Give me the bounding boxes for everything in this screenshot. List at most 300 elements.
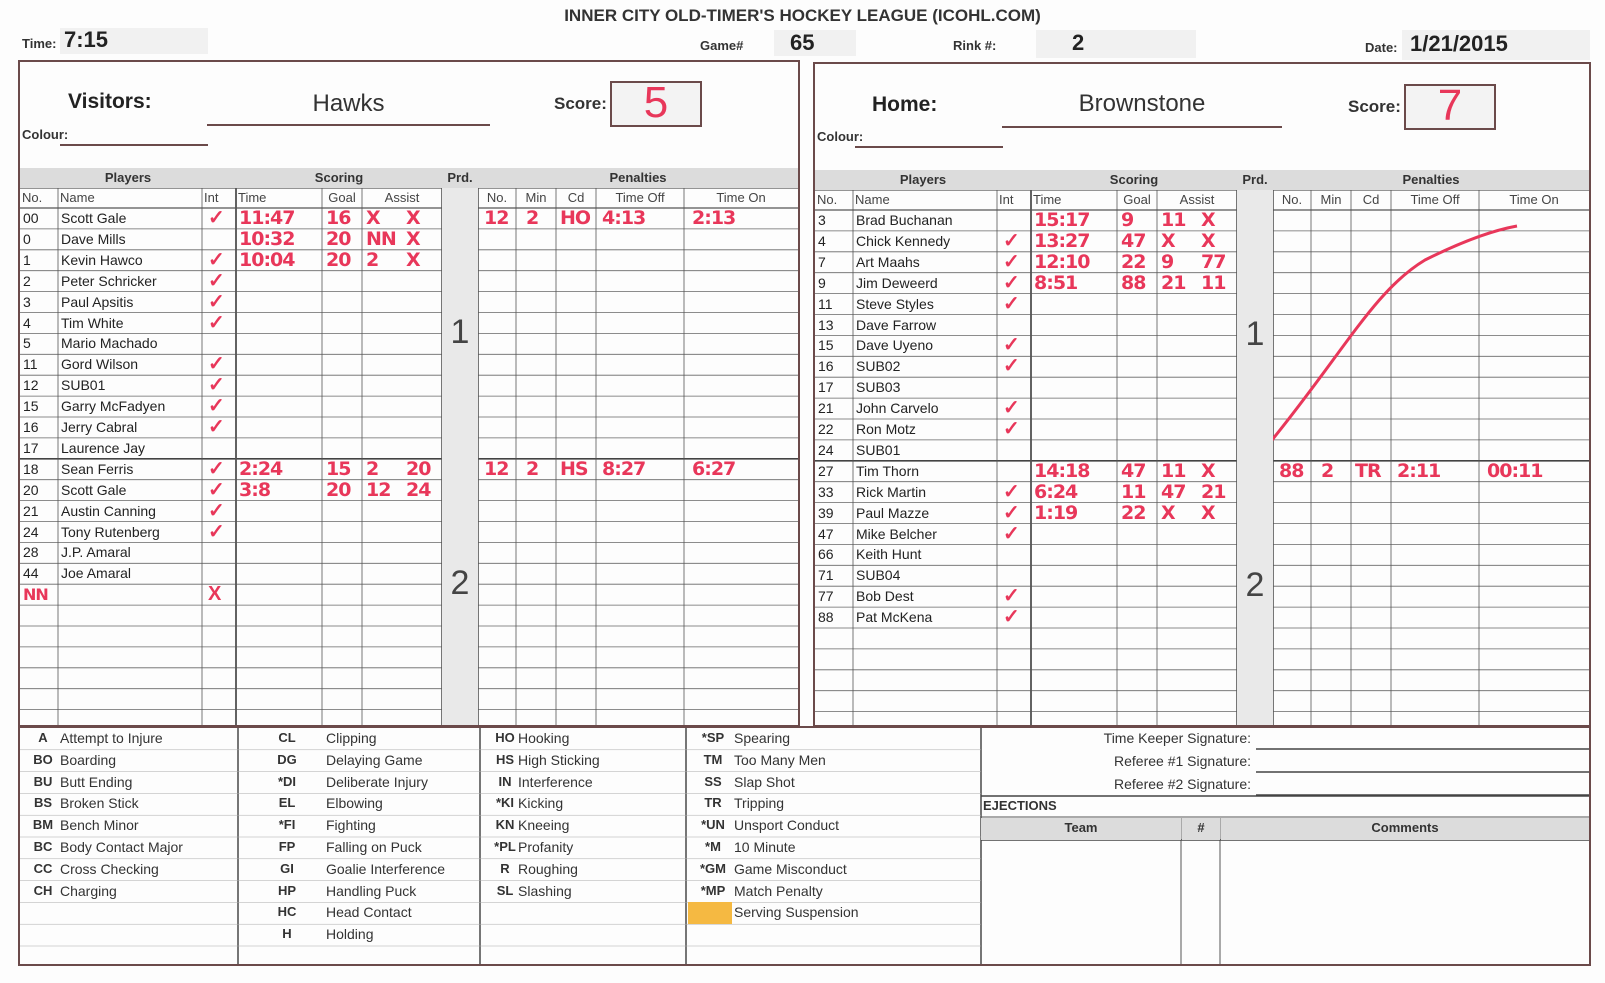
visitors-player-name: Kevin Hawco xyxy=(61,251,143,268)
home-player-name: Jim Deweerd xyxy=(856,274,938,291)
home-player-int-mark: ✓ xyxy=(1003,418,1020,440)
home-goal-scorer: 47 xyxy=(1121,459,1146,482)
visitors-goal-scorer: 20 xyxy=(326,248,351,271)
legend-code: *MP xyxy=(700,882,726,898)
home-player-no: 71 xyxy=(818,567,834,584)
visitors-score-label: Score: xyxy=(554,94,607,113)
home-player-no: 66 xyxy=(818,546,834,563)
visitors-colour-label: Colour: xyxy=(22,127,69,142)
visitors-goal-time: 10:04 xyxy=(239,248,295,271)
legend-code: EL xyxy=(278,795,296,811)
home-player-int-mark: ✓ xyxy=(1003,585,1020,608)
legend-desc: Too Many Men xyxy=(734,751,826,768)
visitors-goal-scorer: 15 xyxy=(326,457,351,480)
home-goal-time: 8:51 xyxy=(1034,271,1078,294)
visitors-penalty-off: 4:13 xyxy=(602,207,646,229)
legend-code: A xyxy=(38,730,48,745)
legend-code: HO xyxy=(495,730,515,745)
home-subhdr-assist: Assist xyxy=(1179,192,1215,207)
home-player-no: 21 xyxy=(818,400,834,417)
home-hdr-penalties: Penalties xyxy=(1273,170,1589,190)
visitors-penalty-min: 2 xyxy=(526,457,539,480)
home-period-2: 2 xyxy=(1245,566,1265,605)
visitors-player-no: 3 xyxy=(23,293,31,310)
home-goal-time: 1:19 xyxy=(1034,501,1078,524)
visitors-assist-1: 2 xyxy=(366,457,379,480)
legend-desc: Body Contact Major xyxy=(60,839,183,855)
legend-desc: Elbowing xyxy=(326,795,383,812)
home-goal-scorer: 22 xyxy=(1121,250,1146,273)
home-player-name: John Carvelo xyxy=(856,400,939,417)
legend-desc: Match Penalty xyxy=(734,882,823,899)
visitors-hdr-penalties: Penalties xyxy=(478,168,798,188)
visitors-player-int-mark: ✓ xyxy=(208,353,225,376)
visitors-player-int-mark: X xyxy=(208,583,222,606)
visitors-player-int-mark: ✓ xyxy=(208,499,225,522)
legend-code: TR xyxy=(704,795,722,811)
visitors-player-int-mark: ✓ xyxy=(208,311,225,334)
home-penalty-cd: TR xyxy=(1355,459,1381,482)
home-player-name: SUB04 xyxy=(856,567,901,584)
visitors-goal-scorer: 20 xyxy=(326,478,351,501)
visitors-player-no: 44 xyxy=(23,565,39,582)
visitors-label: Visitors: xyxy=(68,90,152,113)
home-sheet xyxy=(815,170,1589,725)
visitors-player-int-mark: ✓ xyxy=(208,374,225,397)
visitors-subhdr-pno: No. xyxy=(486,190,508,205)
home-subhdr-int: Int xyxy=(999,192,1014,207)
legend-desc: Holding xyxy=(326,926,374,943)
home-player-int-mark: ✓ xyxy=(1003,250,1020,273)
visitors-player-name: Jerry Cabral xyxy=(61,419,138,435)
time-value: 7:15 xyxy=(64,27,109,52)
legend-code: *FI xyxy=(278,817,296,833)
home-subhdr-pno: No. xyxy=(1281,192,1303,207)
visitors-player-name: Scott Gale xyxy=(61,210,127,226)
home-subhdr-time: Time xyxy=(1033,192,1062,207)
legend-desc: Broken Stick xyxy=(60,795,139,812)
legend-code: H xyxy=(282,926,292,942)
legend-code: FP xyxy=(278,839,296,854)
legend-desc: Profanity xyxy=(518,839,574,855)
home-goal-scorer: 9 xyxy=(1121,209,1134,231)
home-score-label: Score: xyxy=(1348,97,1401,116)
visitors-player-no: 5 xyxy=(23,335,31,352)
home-player-no: 15 xyxy=(818,337,834,354)
legend-code: TM xyxy=(703,751,723,767)
rink-box xyxy=(1036,30,1196,58)
penalty-legend xyxy=(20,728,1589,964)
visitors-subhdr-time: Time xyxy=(238,190,267,205)
visitors-player-int-mark: ✓ xyxy=(208,520,225,543)
legend-code: DG xyxy=(277,751,297,767)
ejections-comments-header: Comments xyxy=(1221,818,1589,840)
ejections-number-header: # xyxy=(1182,818,1220,840)
home-assist-1: 21 xyxy=(1161,271,1186,294)
legend-desc: Fighting xyxy=(326,817,376,834)
visitors-player-name: Garry McFadyen xyxy=(61,398,166,415)
visitors-player-no: 12 xyxy=(23,377,39,394)
home-penalty-strike-line xyxy=(1272,226,1517,440)
visitors-hdr-scoring: Scoring xyxy=(236,168,442,188)
legend-code: CC xyxy=(33,860,53,876)
legend-code: CL xyxy=(278,730,296,745)
legend-desc: Tripping xyxy=(734,795,785,812)
legend-desc: Bench Minor xyxy=(60,817,139,834)
time-label: Time: xyxy=(22,36,57,51)
visitors-subhdr-assist: Assist xyxy=(384,190,420,205)
home-subhdr-cd: Cd xyxy=(1362,192,1380,207)
home-goal-scorer: 47 xyxy=(1121,229,1146,252)
home-assist-2: X xyxy=(1201,209,1215,231)
home-player-int-mark: ✓ xyxy=(1003,501,1020,524)
visitors-penalty-on: 6:27 xyxy=(692,457,736,480)
visitors-player-name: Mario Machado xyxy=(61,335,158,352)
legend-code: KN xyxy=(495,817,515,833)
visitors-player-name: J.P. Amaral xyxy=(61,544,131,561)
home-hdr-scoring: Scoring xyxy=(1031,170,1237,190)
visitors-assist-1: 2 xyxy=(366,248,379,271)
visitors-subhdr-min: Min xyxy=(525,190,547,205)
rink-value: 2 xyxy=(1072,30,1085,55)
visitors-subhdr-goal: Goal xyxy=(328,190,356,205)
visitors-player-name: Joe Amaral xyxy=(61,565,132,582)
legend-desc: Game Misconduct xyxy=(734,860,847,877)
home-subhdr-no: No. xyxy=(817,192,838,207)
home-period-1: 1 xyxy=(1245,315,1265,354)
legend-code: *GM xyxy=(700,860,726,876)
legend-code: *UN xyxy=(701,817,725,833)
visitors-player-no: 2 xyxy=(23,272,31,289)
home-player-int-mark: ✓ xyxy=(1003,271,1020,294)
legend-code: R xyxy=(500,860,510,876)
home-player-no: 13 xyxy=(818,316,834,333)
visitors-subhdr-time_off: Time Off xyxy=(615,190,665,205)
visitors-player-name: Scott Gale xyxy=(61,481,127,498)
legend-code: *PL xyxy=(494,839,516,854)
legend-code: CH xyxy=(33,882,53,898)
home-player-int-mark: ✓ xyxy=(1003,229,1020,252)
home-hdr-prd: Prd. xyxy=(1237,170,1273,190)
visitors-player-name: Tim White xyxy=(61,314,124,331)
legend-desc: Serving Suspension xyxy=(734,904,859,921)
home-player-name: Steve Styles xyxy=(856,295,934,312)
legend-desc: Hooking xyxy=(518,730,570,746)
visitors-penalty-off: 8:27 xyxy=(602,457,646,480)
legend-code: *KI xyxy=(495,795,515,811)
legend-code: *DI xyxy=(277,773,297,789)
home-player-no: 77 xyxy=(818,588,834,605)
home-player-no: 4 xyxy=(818,232,826,249)
home-assist-2: X xyxy=(1201,501,1215,524)
visitors-player-name: Sean Ferris xyxy=(61,460,134,477)
visitors-player-int-mark: ✓ xyxy=(208,457,225,480)
visitors-score: 5 xyxy=(643,78,669,127)
visitors-assist-2: X xyxy=(406,207,420,229)
legend-desc: Attempt to Injure xyxy=(60,730,163,746)
home-player-name: Paul Mazze xyxy=(856,504,930,521)
home-player-no: 11 xyxy=(818,295,833,312)
home-assist-1: X xyxy=(1161,501,1175,524)
home-player-name: SUB01 xyxy=(856,441,901,458)
home-player-name: Ron Motz xyxy=(856,421,916,437)
legend-desc: Spearing xyxy=(734,730,791,746)
visitors-assist-2: X xyxy=(406,227,420,250)
home-goal-time: 6:24 xyxy=(1034,480,1078,503)
visitors-penalty-on: 2:13 xyxy=(692,207,736,229)
visitors-assist-1: 12 xyxy=(366,478,391,501)
visitors-player-int-mark: ✓ xyxy=(208,290,225,313)
visitors-player-name: Laurence Jay xyxy=(61,439,146,456)
home-player-no: 24 xyxy=(818,441,834,458)
visitors-player-no: 00 xyxy=(23,210,39,226)
legend-desc: Delaying Game xyxy=(326,751,423,768)
visitors-player-no: 4 xyxy=(23,314,31,331)
legend-code: *M xyxy=(705,839,721,854)
visitors-player-int-mark: ✓ xyxy=(208,207,225,229)
visitors-player-no: 20 xyxy=(23,481,39,498)
visitors-player-name: SUB01 xyxy=(61,377,106,394)
home-assist-1: 11 xyxy=(1161,459,1186,482)
visitors-goal-time: 11:47 xyxy=(239,207,295,229)
visitors-player-int-mark: ✓ xyxy=(208,395,225,418)
legend-desc: 10 Minute xyxy=(734,839,796,855)
legend-desc: Falling on Puck xyxy=(326,839,422,855)
home-player-int-mark: ✓ xyxy=(1003,334,1020,357)
legend-desc: Clipping xyxy=(326,730,377,746)
visitors-player-no: NN xyxy=(23,585,48,605)
home-assist-2: 77 xyxy=(1201,250,1226,273)
legend-code: HC xyxy=(277,904,297,920)
legend-code: *SP xyxy=(701,730,725,745)
game-label: Game# xyxy=(700,38,744,53)
visitors-penalty-no: 12 xyxy=(484,457,509,480)
legend-desc: Slap Shot xyxy=(734,773,795,790)
visitors-player-int-mark: ✓ xyxy=(208,478,225,501)
visitors-player-name: Tony Rutenberg xyxy=(61,523,160,540)
home-player-int-mark: ✓ xyxy=(1003,397,1020,420)
home-player-int-mark: ✓ xyxy=(1003,522,1020,545)
legend-code: BC xyxy=(33,839,53,854)
home-goal-time: 15:17 xyxy=(1034,209,1090,231)
home-player-no: 47 xyxy=(818,525,834,542)
visitors-period-1: 1 xyxy=(450,313,470,352)
visitors-subhdr-no: No. xyxy=(22,190,43,205)
home-assist-1: 11 xyxy=(1161,209,1186,231)
home-player-name: SUB02 xyxy=(856,358,901,375)
visitors-player-no: 24 xyxy=(23,523,39,540)
home-player-name: SUB03 xyxy=(856,379,901,396)
home-player-name: Dave Uyeno xyxy=(856,337,934,354)
signature-label-ref1: Referee #1 Signature: xyxy=(1114,753,1251,769)
home-subhdr-time_off: Time Off xyxy=(1410,192,1460,207)
home-label: Home: xyxy=(872,93,938,116)
legend-code: GI xyxy=(280,860,294,876)
signature-label-timekeeper: Time Keeper Signature: xyxy=(1103,730,1251,746)
visitors-subhdr-name: Name xyxy=(60,190,95,205)
game-value: 65 xyxy=(790,30,815,55)
home-player-no: 88 xyxy=(818,609,834,626)
home-assist-2: 21 xyxy=(1201,480,1226,503)
legend-desc: Roughing xyxy=(518,860,578,877)
visitors-player-no: 0 xyxy=(23,230,31,247)
visitors-assist-1: X xyxy=(366,207,380,229)
home-player-int-mark: ✓ xyxy=(1003,480,1020,503)
visitors-player-no: 15 xyxy=(23,398,39,415)
legend-code: BS xyxy=(33,795,53,811)
ejections-team-header: Team xyxy=(981,818,1181,840)
legend-desc: Kneeing xyxy=(518,817,570,834)
home-prd-column xyxy=(1237,190,1273,725)
legend-desc: Cross Checking xyxy=(60,860,159,877)
legend-code: BU xyxy=(33,773,53,789)
legend-code: HP xyxy=(277,882,297,898)
home-score-box xyxy=(1404,81,1496,130)
home-hdr-players: Players xyxy=(815,170,1031,190)
legend-code: SL xyxy=(496,882,514,898)
legend-desc: Boarding xyxy=(60,751,117,768)
visitors-penalty-min: 2 xyxy=(526,207,539,229)
home-player-no: 39 xyxy=(818,504,834,521)
visitors-assist-2: 24 xyxy=(406,478,431,501)
visitors-subhdr-int: Int xyxy=(204,190,219,205)
visitors-prd-column xyxy=(442,188,478,725)
visitors-penalty-no: 12 xyxy=(484,207,509,229)
home-player-name: Rick Martin xyxy=(856,483,927,500)
visitors-player-int-mark: ✓ xyxy=(208,269,225,292)
home-player-int-mark: ✓ xyxy=(1003,292,1020,315)
home-assist-2: 11 xyxy=(1201,271,1226,294)
league-title: INNER CITY OLD-TIMER'S HOCKEY LEAGUE (ICOHL.COM) xyxy=(564,6,1041,25)
visitors-player-no: 18 xyxy=(23,460,39,477)
visitors-assist-1: NN xyxy=(366,227,396,250)
legend-code: BO xyxy=(33,751,53,767)
visitors-goal-time: 3:8 xyxy=(239,478,271,501)
legend-desc: Handling Puck xyxy=(326,882,417,899)
ejections-title: EJECTIONS xyxy=(983,798,1057,813)
home-player-int-mark: ✓ xyxy=(1003,355,1020,378)
legend-desc: Interference xyxy=(518,773,593,790)
visitors-player-no: 28 xyxy=(23,544,39,561)
visitors-player-no: 1 xyxy=(23,251,31,268)
visitors-team-name: Hawks xyxy=(207,90,490,126)
visitors-player-no: 17 xyxy=(23,439,39,456)
date-label: Date: xyxy=(1365,40,1398,55)
legend-desc: Deliberate Injury xyxy=(326,773,428,790)
visitors-subhdr-time_on: Time On xyxy=(716,190,766,205)
home-player-no: 17 xyxy=(818,379,834,396)
home-penalty-no: 88 xyxy=(1279,459,1304,482)
legend-code: BM xyxy=(32,817,54,833)
home-player-name: Pat McKena xyxy=(856,609,933,626)
legend-desc: Slashing xyxy=(518,882,572,899)
visitors-player-name: Gord Wilson xyxy=(61,356,139,373)
home-goal-scorer: 11 xyxy=(1121,480,1146,503)
home-assist-2: X xyxy=(1201,459,1215,482)
visitors-player-int-mark: ✓ xyxy=(208,416,225,438)
home-player-name: Dave Farrow xyxy=(856,316,937,333)
home-goal-scorer: 88 xyxy=(1121,271,1146,294)
rink-label: Rink #: xyxy=(953,38,997,53)
legend-desc: Charging xyxy=(60,882,117,899)
home-subhdr-name: Name xyxy=(855,192,890,207)
home-goal-time: 14:18 xyxy=(1034,459,1090,482)
serving-suspension-swatch xyxy=(688,902,732,924)
visitors-hdr-prd: Prd. xyxy=(442,168,478,188)
home-assist-1: X xyxy=(1161,229,1175,252)
home-player-name: Bob Dest xyxy=(856,588,914,605)
home-player-no: 22 xyxy=(818,421,834,437)
game-box xyxy=(774,30,856,56)
home-player-no: 3 xyxy=(818,212,826,228)
legend-code: SS xyxy=(704,773,722,789)
visitors-score-box xyxy=(610,78,702,127)
visitors-player-name: Peter Schricker xyxy=(61,272,157,289)
visitors-player-no: 21 xyxy=(23,502,39,519)
home-goal-scorer: 22 xyxy=(1121,501,1146,524)
visitors-subhdr-cd: Cd xyxy=(567,190,585,205)
home-colour-label: Colour: xyxy=(817,129,864,144)
home-player-name: Mike Belcher xyxy=(856,525,937,542)
home-score: 7 xyxy=(1437,81,1463,130)
visitors-player-int-mark: ✓ xyxy=(208,248,225,271)
visitors-assist-2: 20 xyxy=(406,457,431,480)
home-player-name: Chick Kennedy xyxy=(856,232,951,249)
visitors-goal-time: 2:24 xyxy=(239,457,283,480)
home-player-name: Art Maahs xyxy=(856,253,920,270)
visitors-player-no: 16 xyxy=(23,419,39,435)
visitors-goal-scorer: 20 xyxy=(326,227,351,250)
visitors-player-name: Paul Apsitis xyxy=(61,293,134,310)
legend-code: HS xyxy=(495,751,515,767)
legend-desc: High Sticking xyxy=(518,751,600,768)
visitors-penalty-cd: HS xyxy=(560,457,588,480)
visitors-player-no: 11 xyxy=(23,356,38,373)
legend-desc: Butt Ending xyxy=(60,773,133,790)
home-team-name: Brownstone xyxy=(1002,90,1282,128)
visitors-colour-line xyxy=(60,130,208,146)
home-player-int-mark: ✓ xyxy=(1003,606,1020,629)
home-subhdr-min: Min xyxy=(1320,192,1342,207)
home-player-name: Keith Hunt xyxy=(856,546,922,563)
visitors-hdr-players: Players xyxy=(20,168,236,188)
legend-desc: Kicking xyxy=(518,795,564,812)
home-subhdr-goal: Goal xyxy=(1123,192,1151,207)
visitors-goal-scorer: 16 xyxy=(326,207,351,229)
home-assist-2: X xyxy=(1201,229,1215,252)
visitors-goal-time: 10:32 xyxy=(239,227,295,250)
home-player-name: Brad Buchanan xyxy=(856,212,953,228)
visitors-assist-2: X xyxy=(406,248,420,271)
visitors-sheet xyxy=(20,168,798,725)
home-penalty-on: 00:11 xyxy=(1487,459,1543,482)
visitors-penalty-cd: HO xyxy=(560,207,591,229)
visitors-player-name: Dave Mills xyxy=(61,230,126,247)
legend-desc: Head Contact xyxy=(326,904,412,921)
legend-desc: Unsport Conduct xyxy=(734,817,840,834)
home-player-no: 7 xyxy=(818,253,826,270)
home-subhdr-time_on: Time On xyxy=(1509,192,1559,207)
legend-code: IN xyxy=(498,773,512,789)
home-colour-line xyxy=(855,132,1003,148)
home-penalty-min: 2 xyxy=(1321,459,1334,482)
home-player-no: 27 xyxy=(818,462,834,479)
visitors-player-name: Austin Canning xyxy=(61,502,156,519)
home-player-no: 33 xyxy=(818,483,834,500)
home-player-no: 9 xyxy=(818,274,826,291)
home-goal-time: 13:27 xyxy=(1034,229,1090,252)
home-player-name: Tim Thorn xyxy=(856,462,920,479)
